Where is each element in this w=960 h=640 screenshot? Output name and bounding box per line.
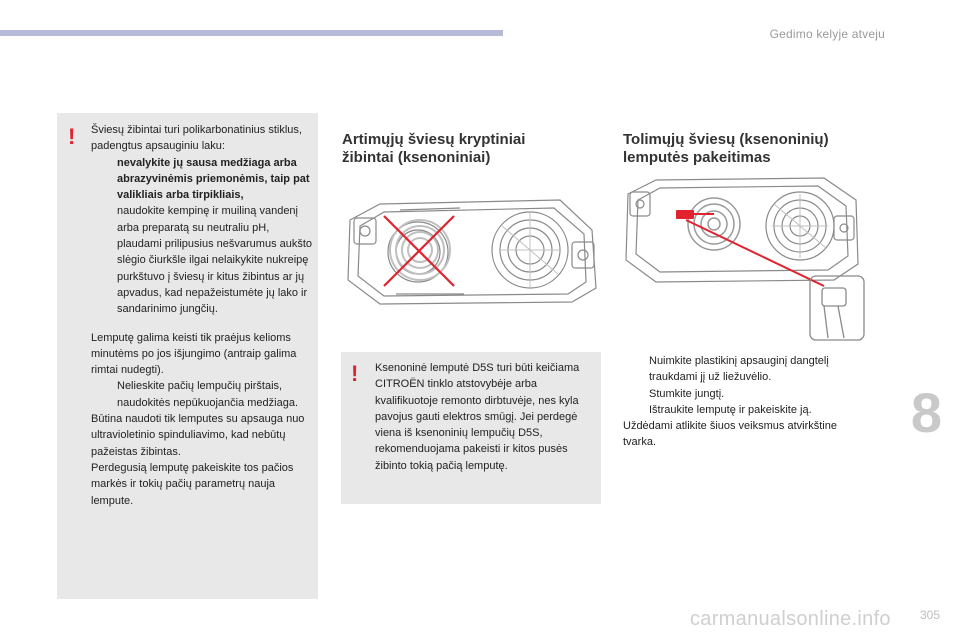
middle-heading <box>342 131 602 167</box>
step-text: Stumkite jungtį. <box>649 387 725 400</box>
heading-line: lemputės pakeitimas <box>623 149 771 166</box>
middle-warning-text: Ksenoninė lemputė D5S turi būti keičiama CITROËN tinklo atstovybėje arba kvalifikuotoje remonto dirbtuvėje, nes kyla pavojus gauti elektros smūgį. Jei perdegė viena iš ksenoninių lempučių D5S, rekomenduojama pakeisti ir kitos pusės žibinto tokią pačią lemputę. <box>375 362 580 472</box>
left-box-text <box>91 122 313 509</box>
bullet-arrow-icon <box>91 155 117 204</box>
heading-line: Artimųjų šviesų kryptiniai <box>342 131 526 148</box>
bullet-arrow-icon <box>91 378 117 411</box>
closing-text: Uždėdami atlikite šiuos veiksmus atvirkštine tvarka. <box>623 420 837 449</box>
bullet-text: nevalykite jų sausa medžiaga arba abrazyvinėmis priemonėmis, taip pat valikliais arba tirpikliais, <box>117 156 310 202</box>
list-item <box>623 386 873 402</box>
list-item <box>91 236 313 317</box>
bullet-arrow-icon <box>623 386 649 402</box>
bullet-arrow-icon <box>91 236 117 317</box>
bullet-arrow-icon <box>623 353 649 386</box>
list-item <box>91 203 313 236</box>
right-heading <box>623 131 913 167</box>
warning-icon: ! <box>68 124 76 149</box>
chapter-number: 8 <box>910 381 942 444</box>
heading-line: Tolimųjų šviesų (ksenoninių) <box>623 131 829 148</box>
warning-icon: ! <box>351 361 359 386</box>
list-item <box>91 378 313 411</box>
section-title: Gedimo kelyje atveju <box>769 27 885 41</box>
low-beam-headlamp-illustration <box>340 190 602 310</box>
bullet-text: plaudami prilipusius nešvarumus aukšto slėgio čiurkšle ilgai nelaikykite nukreipę purkštuvo į šviesų ir kitus žibintus ar jų apvadus, kad nepažeistumėte jų lako ir sandarinimo jungčių. <box>117 238 313 316</box>
heading-line: žibintai (ksenoniniai) <box>342 149 491 166</box>
bullet-arrow-icon <box>91 203 117 236</box>
step-text: Ištraukite lemputę ir pakeiskite ją. <box>649 403 812 416</box>
bullet-text: naudokite kempinę ir muiliną vandenį arba preparatą su neutraliu pH, <box>117 205 298 234</box>
paragraph: Perdegusią lemputę pakeiskite tos pačios markės ir tokių pačių parametrų nauja lempute. <box>91 461 294 507</box>
bullet-text: Nelieskite pačių lempučių pirštais, naudokitės nepūkuojančia medžiaga. <box>117 380 299 409</box>
right-steps <box>623 353 873 451</box>
watermark: carmanualsonline.info <box>690 608 891 630</box>
paragraph: Lemputę galima keisti tik praėjus kelioms minutėms po jos išjungimo (antraip galima rimtai nudegti). <box>91 331 297 377</box>
list-item <box>91 155 313 204</box>
bullet-arrow-icon <box>623 402 649 418</box>
intro-text: Šviesų žibintai turi polikarbonatinius stiklus, padengtus apsauginiu laku: <box>91 124 302 153</box>
top-accent-bar <box>0 30 503 36</box>
page-number: 305 <box>919 608 940 622</box>
high-beam-bulb-replacement-illustration <box>620 176 866 344</box>
step-text: Nuimkite plastikinį apsauginį dangtelį traukdami jį už liežuvėlio. <box>649 355 829 384</box>
list-item <box>623 402 873 418</box>
list-item <box>623 353 873 386</box>
paragraph: Būtina naudoti tik lemputes su apsauga nuo ultravioletinio spinduliavimo, kad nebūtų pažeistas žibintas. <box>91 413 305 458</box>
